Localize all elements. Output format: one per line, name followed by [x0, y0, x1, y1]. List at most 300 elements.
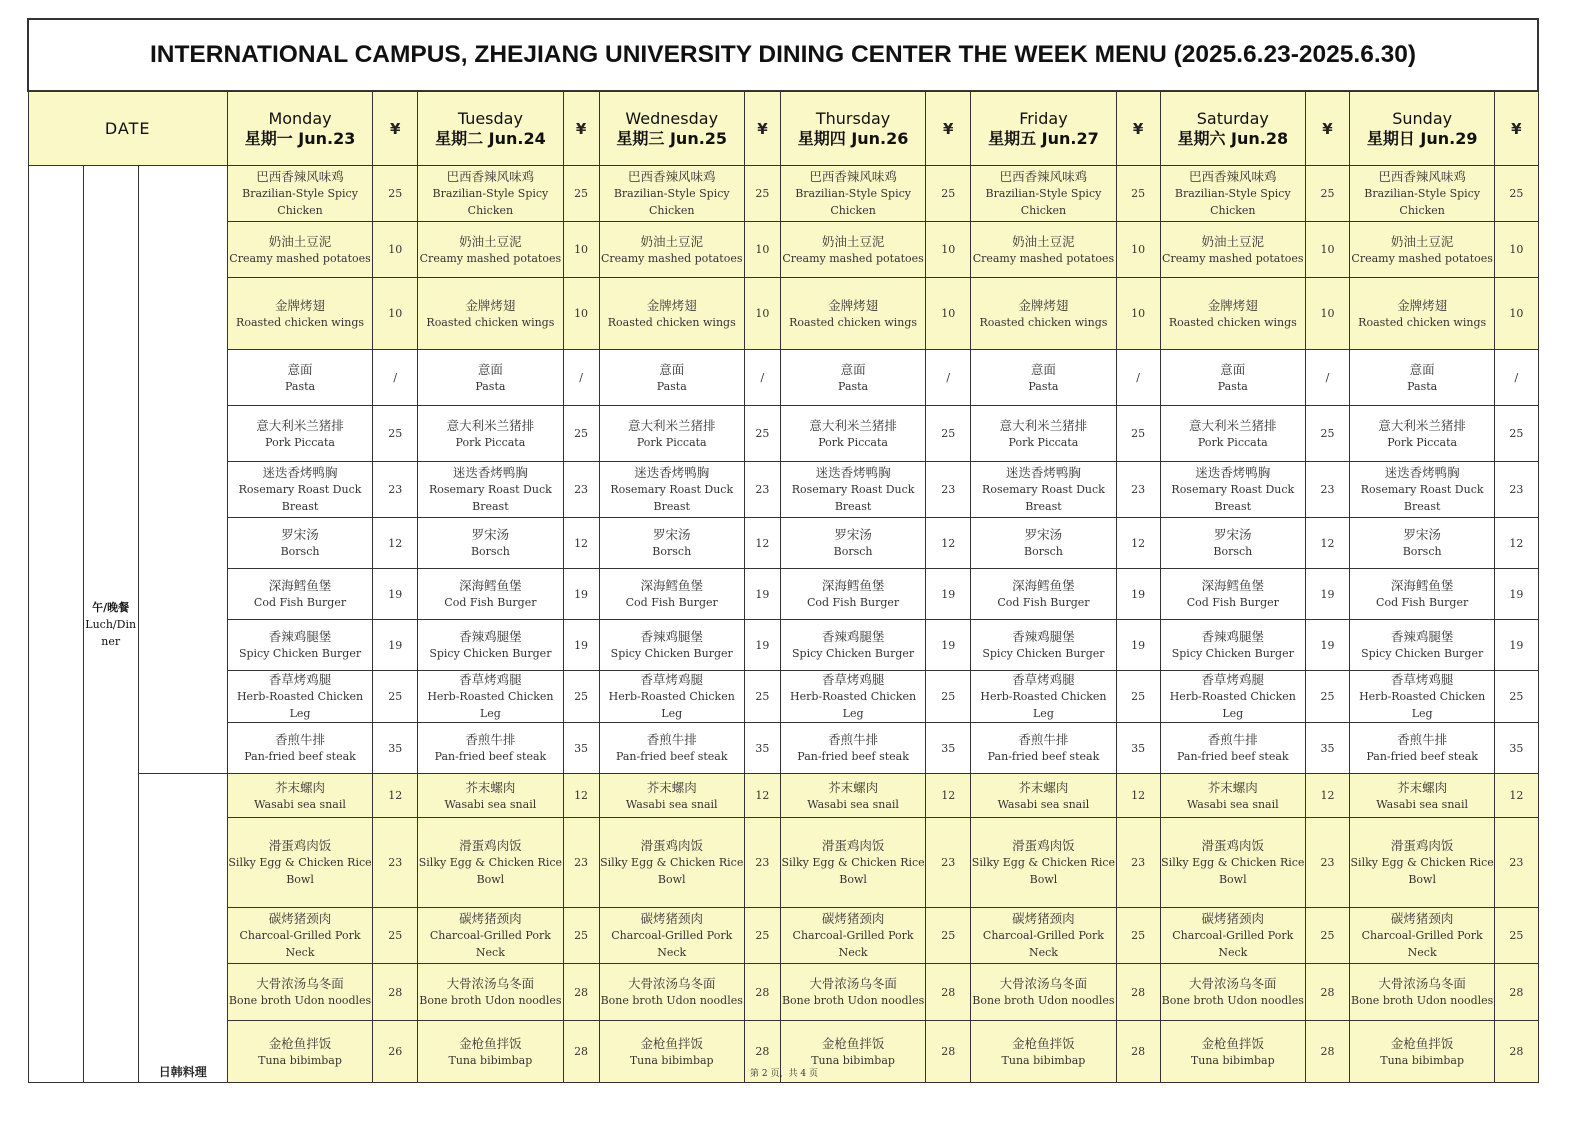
dish-name-zh: 金牌烤翅: [828, 297, 879, 313]
date-header: DATE: [28, 91, 227, 166]
dish-name-zh: 香煎牛排: [465, 732, 516, 747]
day-header: [227, 91, 372, 166]
dish-price: 35: [926, 723, 971, 774]
dish-name-zh: 金枪鱼拌饭: [1390, 1035, 1454, 1051]
dish-name-zh: 意大利米兰猪排: [999, 417, 1088, 433]
dish-name-zh: 碳烤猪颈肉: [1201, 911, 1265, 926]
price-column-header: ¥: [1305, 91, 1349, 166]
dish-cell: [599, 222, 744, 278]
dish-name-zh: 迷迭香烤鸭胸: [452, 465, 528, 480]
dish-price: 28: [744, 964, 780, 1021]
dish-name-zh: 香煎牛排: [1207, 732, 1258, 747]
dish-name-en: Borsch: [470, 545, 510, 558]
dish-name-en: Silky Egg & Chicken Rice Bowl: [600, 856, 744, 886]
dish-price: 28: [1305, 964, 1349, 1021]
menu-table: [27, 18, 1539, 1083]
dish-name-zh: 意面: [477, 361, 503, 377]
dish-name-zh: 芥末螺肉: [646, 779, 697, 795]
dish-name-zh: 碳烤猪颈肉: [1012, 911, 1075, 926]
dish-cell: [227, 406, 372, 462]
dish-price: 23: [1495, 818, 1538, 908]
dish-price: 19: [744, 569, 780, 620]
dish-name-zh: 罗宋汤: [1403, 527, 1441, 542]
dish-name-zh: 香草烤鸡腿: [1201, 672, 1265, 687]
dish-name-en: Borsch: [652, 545, 692, 558]
dish-name-en: Roasted chicken wings: [607, 315, 736, 329]
dish-name-zh: 碳烤猪颈肉: [1390, 911, 1454, 926]
dish-cell: [418, 166, 563, 222]
dish-name-en: Cod Fish Burger: [806, 596, 900, 609]
dish-cell: [418, 222, 563, 278]
meal-label-text: 午/晚餐: [92, 600, 130, 614]
dish-cell: [227, 462, 372, 518]
dish-name-zh: 罗宋汤: [1214, 527, 1252, 542]
dish-name-zh: 意大利米兰猪排: [1189, 417, 1277, 433]
dish-price: 25: [1305, 406, 1349, 462]
dish-name-en: Borsch: [1213, 545, 1253, 558]
dish-name-zh: 奶油土豆泥: [1012, 233, 1075, 249]
day-name: Saturday: [1196, 108, 1269, 128]
dish-name-en: Bone broth Udon noodles: [1351, 994, 1494, 1007]
dish-price: /: [563, 350, 599, 406]
dish-name-en: Creamy mashed potatoes: [229, 251, 371, 265]
dish-name-zh: 香辣鸡腿堡: [459, 629, 522, 644]
dish-price: 35: [744, 723, 780, 774]
dish-cell: [971, 350, 1116, 406]
dish-cell: [780, 723, 925, 774]
dish-cell: [971, 518, 1116, 569]
dish-name-zh: 意面: [287, 361, 313, 377]
dish-name-en: Wasabi sea snail: [625, 797, 718, 811]
dish-price: 23: [1305, 462, 1349, 518]
menu-row: [28, 774, 1538, 818]
dish-cell: [599, 406, 744, 462]
menu-row: [28, 278, 1538, 350]
dish-name-zh: 滑蛋鸡肉饭: [268, 838, 332, 853]
dish-cell: [1350, 908, 1495, 964]
menu-row: [28, 723, 1538, 774]
dish-name-zh: 芥末螺肉: [465, 779, 516, 795]
dish-price: 10: [744, 278, 780, 350]
dish-cell: [971, 908, 1116, 964]
dish-name-zh: 奶油土豆泥: [1201, 233, 1265, 249]
dish-price: 19: [744, 620, 780, 671]
dish-price: 10: [373, 278, 418, 350]
category-label-japanese-korean: 日韩料理: [138, 774, 227, 1083]
dish-cell: [418, 406, 563, 462]
dish-price: 23: [744, 462, 780, 518]
dish-price: 12: [1116, 774, 1160, 818]
dish-cell: [599, 518, 744, 569]
dish-name-en: Borsch: [1402, 545, 1442, 558]
dish-name-en: Creamy mashed potatoes: [419, 251, 562, 265]
dish-cell: [599, 908, 744, 964]
dish-price: 35: [1305, 723, 1349, 774]
dish-name-zh: 奶油土豆泥: [821, 233, 885, 249]
dish-name-zh: 滑蛋鸡肉饭: [1012, 838, 1075, 853]
dish-price: 28: [373, 964, 418, 1021]
dish-price: 12: [926, 774, 971, 818]
dish-price: 12: [744, 774, 780, 818]
dish-name-zh: 香煎牛排: [275, 732, 326, 747]
dish-cell: [1350, 818, 1495, 908]
day-date: 星期日 Jun.29: [1366, 128, 1478, 148]
category-cell-western: [138, 166, 227, 774]
dish-name-zh: 香辣鸡腿堡: [821, 629, 885, 644]
day-name: Thursday: [815, 108, 891, 128]
dish-cell: [418, 908, 563, 964]
meal-label-text: Luch/Din: [85, 617, 137, 631]
dish-cell: [227, 964, 372, 1021]
dish-cell: [599, 671, 744, 723]
dish-price: 25: [1495, 406, 1538, 462]
dish-cell: [1160, 166, 1305, 222]
dish-name-zh: 大骨浓汤乌冬面: [256, 976, 344, 991]
dish-price: 12: [1116, 518, 1160, 569]
dish-cell: [599, 462, 744, 518]
menu-row: [28, 166, 1538, 222]
dish-price: 19: [1116, 620, 1160, 671]
dish-name-en: Silky Egg & Chicken Rice Bowl: [418, 856, 563, 886]
dish-name-en: Bone broth Udon noodles: [781, 994, 925, 1007]
dish-cell: [971, 620, 1116, 671]
dish-cell: [418, 774, 563, 818]
dish-name-en: Borsch: [833, 545, 873, 558]
menu-row: [28, 964, 1538, 1021]
dish-name-en: Rosemary Roast Duck Breast: [610, 483, 734, 513]
dish-cell: [227, 723, 372, 774]
dish-price: 12: [563, 774, 599, 818]
dish-cell: [418, 569, 563, 620]
dish-name-zh: 意面: [1220, 361, 1246, 377]
day-header: [418, 91, 563, 166]
dish-cell: [418, 350, 563, 406]
dish-name-en: Pasta: [1407, 379, 1438, 393]
dish-name-en: Pork Piccata: [1008, 435, 1079, 449]
dish-name-zh: 金枪鱼拌饭: [1201, 1035, 1265, 1051]
day-date: 星期六 Jun.28: [1177, 128, 1289, 148]
dish-name-en: Creamy mashed potatoes: [1351, 251, 1493, 265]
dish-name-zh: 深海鳕鱼堡: [459, 578, 522, 593]
dish-cell: [971, 671, 1116, 723]
dish-price: 10: [1495, 278, 1538, 350]
dish-name-en: Herb-Roasted Chicken Leg: [236, 690, 364, 720]
dish-name-en: Charcoal-Grilled Pork Neck: [792, 929, 914, 959]
dish-name-zh: 香辣鸡腿堡: [1201, 629, 1265, 644]
dish-price: 10: [744, 222, 780, 278]
dish-price: 23: [1305, 818, 1349, 908]
dish-name-zh: 大骨浓汤乌冬面: [1189, 976, 1277, 991]
dish-cell: [780, 964, 925, 1021]
meal-label-text: ner: [101, 634, 121, 648]
dish-cell: [780, 222, 925, 278]
dish-cell: [1350, 350, 1495, 406]
dish-price: 35: [563, 723, 599, 774]
dish-name-zh: 罗宋汤: [1024, 527, 1063, 542]
dish-price: 25: [744, 908, 780, 964]
dish-name-en: Wasabi sea snail: [997, 797, 1090, 811]
dish-price: 10: [563, 278, 599, 350]
dish-cell: [418, 620, 563, 671]
dish-name-en: Wasabi sea snail: [807, 797, 899, 811]
menu-row: [28, 671, 1538, 723]
dish-cell: [599, 964, 744, 1021]
dish-name-en: Pasta: [475, 379, 506, 393]
dish-cell: [971, 278, 1116, 350]
dish-name-en: Silky Egg & Chicken Rice Bowl: [971, 856, 1116, 886]
dish-name-en: Herb-Roasted Chicken Leg: [1359, 690, 1486, 720]
day-name: Monday: [268, 108, 332, 128]
dish-price: 19: [926, 569, 971, 620]
day-header: [599, 91, 744, 166]
dish-name-en: Pan-fried beef steak: [615, 750, 728, 763]
menu-row: [28, 569, 1538, 620]
dish-name-en: Spicy Chicken Burger: [238, 647, 362, 660]
dish-name-zh: 巴西香辣风味鸡: [809, 169, 897, 184]
dish-name-en: Pan-fried beef steak: [797, 750, 909, 763]
dish-cell: [780, 518, 925, 569]
dish-cell: [1350, 406, 1495, 462]
dish-price: 28: [926, 1021, 971, 1083]
dish-name-zh: 芥末螺肉: [1018, 779, 1069, 795]
dish-cell: [1160, 908, 1305, 964]
menu-row: [28, 620, 1538, 671]
dish-name-zh: 迷迭香烤鸭胸: [634, 465, 710, 480]
dish-name-zh: 金枪鱼拌饭: [1012, 1035, 1075, 1051]
dish-name-zh: 迷迭香烤鸭胸: [1005, 465, 1081, 480]
dish-price: 25: [373, 166, 418, 222]
dish-name-zh: 香辣鸡腿堡: [268, 629, 332, 644]
dish-name-en: Wasabi sea snail: [1186, 797, 1279, 811]
dish-name-en: Roasted chicken wings: [1168, 315, 1297, 329]
dish-price: 10: [1305, 222, 1349, 278]
dish-name-en: Charcoal-Grilled Pork Neck: [1172, 929, 1294, 959]
dish-cell: [599, 278, 744, 350]
dish-name-zh: 香草烤鸡腿: [821, 672, 885, 687]
dish-name-zh: 香草烤鸡腿: [1390, 672, 1454, 687]
dish-name-en: Tuna bibimbap: [1190, 1053, 1275, 1067]
dish-price: 28: [563, 1021, 599, 1083]
dish-price: 28: [1116, 964, 1160, 1021]
dish-name-en: Spicy Chicken Burger: [792, 647, 915, 660]
dish-name-zh: 奶油土豆泥: [268, 233, 332, 249]
dish-name-en: Wasabi sea snail: [254, 797, 346, 811]
dish-name-zh: 香煎牛排: [1018, 732, 1069, 747]
dish-price: 10: [926, 278, 971, 350]
dish-name-zh: 碳烤猪颈肉: [268, 911, 332, 926]
dish-price: 23: [926, 818, 971, 908]
dish-name-zh: 芥末螺肉: [1207, 779, 1258, 795]
dish-name-en: Brazilian-Style Spicy Chicken: [1174, 187, 1291, 217]
dish-name-zh: 迷迭香烤鸭胸: [815, 465, 891, 480]
dish-name-zh: 金枪鱼拌饭: [821, 1035, 885, 1051]
dish-price: 25: [563, 406, 599, 462]
dish-name-en: Bone broth Udon noodles: [419, 994, 562, 1007]
menu-row: [28, 462, 1538, 518]
menu-row: [28, 518, 1538, 569]
dish-name-en: Bone broth Udon noodles: [228, 994, 372, 1007]
dish-name-zh: 意面: [1409, 361, 1435, 377]
dish-name-en: Borsch: [1024, 545, 1063, 558]
dish-name-zh: 碳烤猪颈肉: [821, 911, 885, 926]
dish-name-en: Creamy mashed potatoes: [782, 251, 924, 265]
dish-name-en: Cod Fish Burger: [1186, 596, 1279, 609]
dish-name-en: Rosemary Roast Duck Breast: [1171, 483, 1295, 513]
day-header: [780, 91, 925, 166]
day-date: 星期五 Jun.27: [988, 128, 1099, 148]
dish-price: 25: [1116, 908, 1160, 964]
dish-price: 25: [1305, 166, 1349, 222]
dish-name-zh: 巴西香辣风味鸡: [1189, 169, 1277, 184]
dish-name-en: Charcoal-Grilled Pork Neck: [429, 929, 551, 959]
dish-name-en: Silky Egg & Chicken Rice Bowl: [228, 856, 372, 886]
dish-price: 35: [1495, 723, 1538, 774]
dish-name-en: Bone broth Udon noodles: [600, 994, 743, 1007]
dish-cell: [418, 278, 563, 350]
dish-cell: [418, 818, 563, 908]
dish-price: 25: [926, 908, 971, 964]
dish-price: 10: [926, 222, 971, 278]
dish-name-zh: 深海鳕鱼堡: [1390, 578, 1454, 593]
dish-price: 25: [373, 671, 418, 723]
dish-cell: [780, 818, 925, 908]
dish-price: 12: [563, 518, 599, 569]
dish-name-zh: 香煎牛排: [828, 732, 879, 747]
dish-price: 25: [1305, 671, 1349, 723]
dish-name-zh: 深海鳕鱼堡: [268, 578, 332, 593]
dish-name-en: Pork Piccata: [636, 435, 707, 449]
day-name: Sunday: [1392, 108, 1453, 128]
dish-cell: [1350, 278, 1495, 350]
dish-name-zh: 意大利米兰猪排: [256, 417, 344, 433]
dish-cell: [1160, 723, 1305, 774]
dish-cell: [1350, 671, 1495, 723]
dish-cell: [780, 620, 925, 671]
dish-cell: [227, 774, 372, 818]
dish-cell: [227, 166, 372, 222]
dish-price: 23: [563, 818, 599, 908]
dish-cell: [227, 350, 372, 406]
dish-name-zh: 金牌烤翅: [275, 297, 326, 313]
dish-name-en: Pork Piccata: [1387, 435, 1458, 449]
dish-cell: [227, 620, 372, 671]
dish-cell: [971, 166, 1116, 222]
dish-cell: [227, 671, 372, 723]
dish-price: 35: [1116, 723, 1160, 774]
dish-name-en: Rosemary Roast Duck Breast: [982, 483, 1105, 513]
dish-cell: [1350, 569, 1495, 620]
dish-cell: [1160, 462, 1305, 518]
dish-name-en: Roasted chicken wings: [426, 315, 555, 329]
dish-cell: [599, 569, 744, 620]
dish-price: 23: [373, 818, 418, 908]
dish-name-zh: 大骨浓汤乌冬面: [446, 976, 535, 991]
dish-name-zh: 大骨浓汤乌冬面: [1378, 976, 1466, 991]
dish-cell: [971, 964, 1116, 1021]
dish-cell: [1350, 222, 1495, 278]
dish-cell: [227, 569, 372, 620]
dish-name-zh: 深海鳕鱼堡: [821, 578, 885, 593]
dish-name-en: Pasta: [284, 379, 316, 393]
dish-name-zh: 滑蛋鸡肉饭: [640, 838, 703, 853]
dish-price: 12: [1495, 774, 1538, 818]
dish-name-en: Pasta: [656, 379, 687, 393]
dish-name-en: Spicy Chicken Burger: [610, 647, 733, 660]
dish-price: /: [744, 350, 780, 406]
day-date: 星期四 Jun.26: [797, 128, 909, 148]
dish-name-en: Charcoal-Grilled Pork Neck: [1361, 929, 1483, 959]
dish-name-en: Creamy mashed potatoes: [972, 251, 1115, 265]
dish-name-en: Tuna bibimbap: [1001, 1053, 1086, 1067]
dish-cell: [1160, 278, 1305, 350]
dish-price: 23: [1116, 462, 1160, 518]
menu-row: [28, 406, 1538, 462]
dish-name-zh: 滑蛋鸡肉饭: [821, 838, 885, 853]
dish-price: /: [1495, 350, 1538, 406]
dish-price: 25: [926, 166, 971, 222]
dish-name-en: Tuna bibimbap: [811, 1053, 895, 1067]
dish-name-zh: 意大利米兰猪排: [809, 417, 897, 433]
dish-name-zh: 大骨浓汤乌冬面: [809, 976, 897, 991]
dish-name-zh: 意大利米兰猪排: [627, 417, 716, 433]
dish-price: 25: [1305, 908, 1349, 964]
dish-name-zh: 意面: [659, 361, 685, 377]
dish-name-en: Silky Egg & Chicken Rice Bowl: [781, 856, 925, 886]
dish-name-en: Rosemary Roast Duck Breast: [429, 483, 552, 513]
dish-name-zh: 奶油土豆泥: [459, 233, 522, 249]
dish-price: 35: [373, 723, 418, 774]
menu-row: [28, 350, 1538, 406]
dish-name-en: Rosemary Roast Duck Breast: [1360, 483, 1484, 513]
dish-name-en: Tuna bibimbap: [629, 1053, 714, 1067]
dish-name-zh: 奶油土豆泥: [640, 233, 703, 249]
dish-price: /: [373, 350, 418, 406]
dish-name-zh: 香辣鸡腿堡: [1012, 629, 1075, 644]
dish-price: 10: [1495, 222, 1538, 278]
dish-cell: [227, 518, 372, 569]
price-column-header: ¥: [1495, 91, 1538, 166]
dish-cell: [599, 774, 744, 818]
dish-price: 25: [926, 671, 971, 723]
dish-cell: [1160, 620, 1305, 671]
dish-name-zh: 金枪鱼拌饭: [459, 1035, 522, 1051]
dish-name-en: Pasta: [1028, 379, 1059, 393]
dish-cell: [1350, 166, 1495, 222]
dish-name-zh: 碳烤猪颈肉: [459, 911, 522, 926]
dish-cell: [1350, 964, 1495, 1021]
dish-name-zh: 深海鳕鱼堡: [1012, 578, 1075, 593]
dish-cell: [599, 723, 744, 774]
dish-price: 23: [1116, 818, 1160, 908]
dish-name-en: Charcoal-Grilled Pork Neck: [982, 929, 1104, 959]
dish-price: 23: [926, 462, 971, 518]
dish-cell: [1350, 518, 1495, 569]
dish-cell: [1160, 818, 1305, 908]
dish-name-en: Charcoal-Grilled Pork Neck: [239, 929, 361, 959]
dish-name-en: Pork Piccata: [455, 435, 526, 449]
dish-cell: [418, 964, 563, 1021]
dish-name-zh: 滑蛋鸡肉饭: [459, 838, 522, 853]
dish-cell: [599, 350, 744, 406]
dish-cell: [780, 908, 925, 964]
dish-name-en: Pork Piccata: [818, 435, 888, 449]
dish-price: 10: [373, 222, 418, 278]
dish-cell: [599, 166, 744, 222]
dish-name-en: Cod Fish Burger: [444, 596, 537, 609]
dish-cell: [599, 620, 744, 671]
dish-name-en: Tuna bibimbap: [1380, 1053, 1465, 1067]
dish-name-zh: 芥末螺肉: [275, 779, 326, 795]
